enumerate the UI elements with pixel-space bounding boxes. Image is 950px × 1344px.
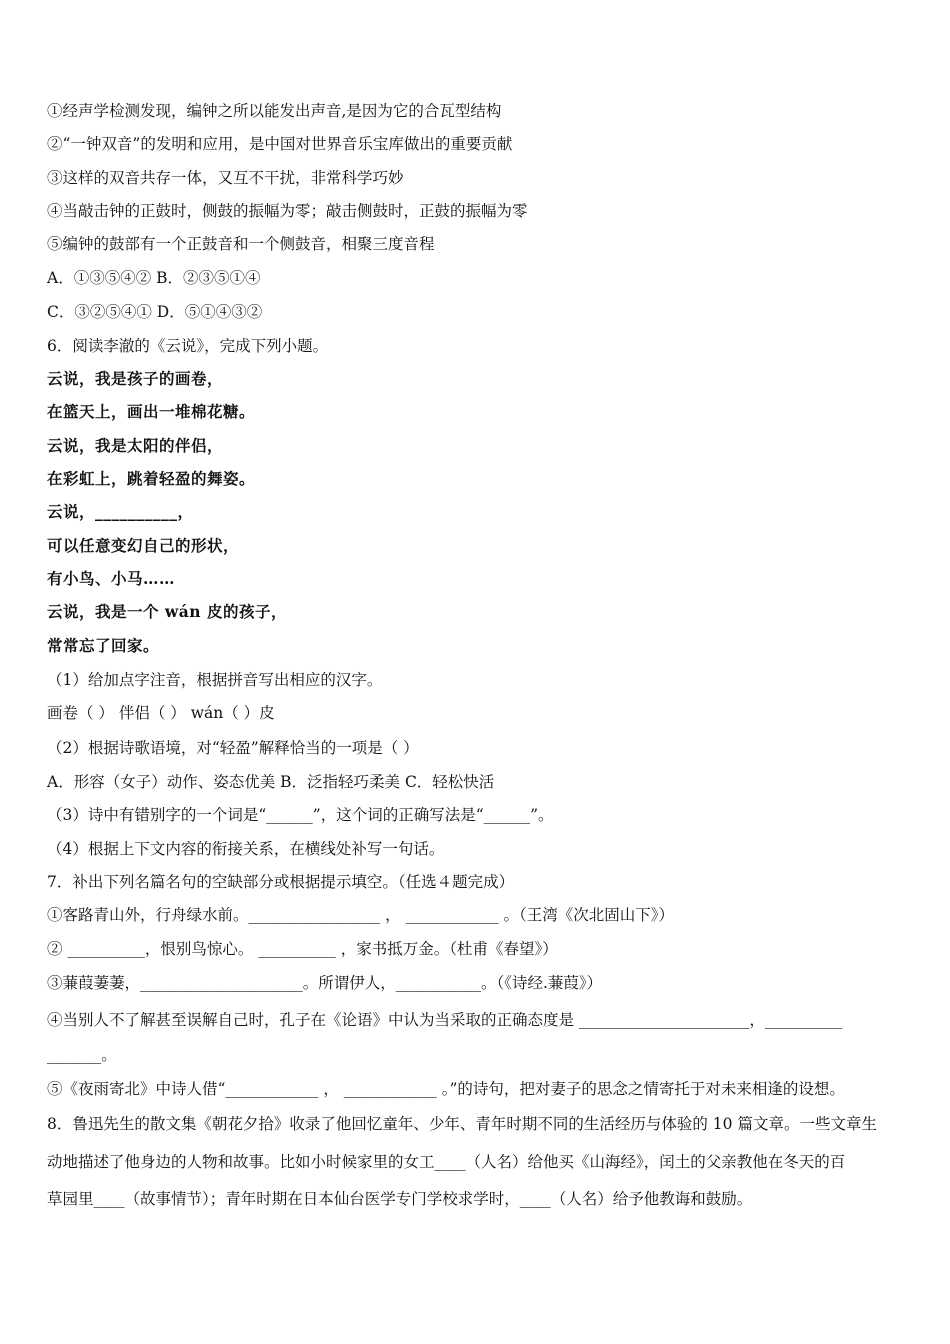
question-7-item-2: ② __________，恨别鸟惊心。 __________ ，家书抵万金。（杜甫《春望》）	[47, 940, 558, 958]
poem-line: 有小鸟、小马……	[47, 569, 176, 588]
question-7-item-3: ③蒹葭萋萋，_____________________。所谓伊人，___________。（《诗经.蒹葭》）	[47, 974, 603, 992]
sub-question-4: （4）根据上下文内容的衔接关系，在横线处补写一句话。	[47, 840, 445, 858]
question-7-heading: 7．补出下列名篇名句的空缺部分或根据提示填空。（任选４题完成）	[47, 873, 515, 891]
poem-line: 云说，我是孩子的画卷，	[47, 369, 224, 388]
question-7-item-4: ④当别人不了解甚至误解自己时，孔子在《论语》中认为当采取的正确态度是 ______________________，__________	[47, 1011, 843, 1029]
poem-line: 在彩虹上，跳着轻盈的舞姿。	[47, 469, 256, 488]
option-statement-1: ①经声学检测发现，编钟之所以能发出声音,是因为它的合瓦型结构	[47, 102, 502, 120]
option-statement-3: ③这样的双音共存一体，又互不干扰，非常科学巧妙	[47, 169, 404, 187]
answer-choices-cd: C．③②⑤④① D．⑤①④③②	[47, 303, 263, 321]
question-8-line-3: 草园里____（故事情节）；青年时期在日本仙台医学专门学校求学时，____（人名）给予他教诲和鼓励。	[47, 1190, 753, 1208]
option-statement-2: ②“一钟双音”的发明和应用，是中国对世界音乐宝库做出的重要贡献	[47, 135, 513, 153]
poem-line: 云说，我是太阳的伴侣，	[47, 436, 224, 455]
sub-question-2: （2）根据诗歌语境，对“轻盈”解释恰当的一项是（ ）	[47, 739, 419, 757]
sub-question-1: （1）给加点字注音，根据拼音写出相应的汉字。	[47, 671, 383, 689]
question-7-item-1: ①客路青山外，行舟绿水前。_________________ ， ____________ 。（王湾《次北固山下》）	[47, 906, 675, 924]
poem-line: 可以任意变幻自己的形状，	[47, 536, 240, 555]
question-8-line-2: 动地描述了他身边的人物和故事。比如小时候家里的女工____（人名）给他买《山海经》，闰土的父亲教他在冬天的百	[47, 1153, 846, 1171]
poem-line-blank: 云说，__________，	[47, 502, 194, 521]
answer-choices-ab: A．①③⑤④② B．②③⑤①④	[47, 269, 261, 287]
question-7-item-5: ⑤《夜雨寄北》中诗人借“____________ ， ____________ 。”的诗句，把对妻子的思念之情寄托于对未来相逢的设想。	[47, 1080, 845, 1098]
sub-question-1-blanks: 画卷（ ） 伴侣（ ） wán（ ）皮	[47, 704, 275, 722]
question-6-heading: 6．阅读李澈的《云说》，完成下列小题。	[47, 337, 329, 355]
poem-line: 在篮天上，画出一堆棉花糖。	[47, 402, 256, 421]
sub-question-3: （3）诗中有错别字的一个词是“______”，这个词的正确写法是“______”。	[47, 806, 554, 824]
option-statement-4: ④当敲击钟的正鼓时，侧鼓的振幅为零；敲击侧鼓时，正鼓的振幅为零	[47, 202, 528, 220]
sub-question-2-choices: A．形容（女子）动作、姿态优美 B．泛指轻巧柔美 C．轻松快活	[47, 773, 495, 791]
poem-line: 常常忘了回家。	[47, 636, 160, 655]
option-statement-5: ⑤编钟的鼓部有一个正鼓音和一个侧鼓音，相聚三度音程	[47, 235, 435, 253]
poem-line: 云说，我是一个 wán 皮的孩子，	[47, 602, 287, 621]
question-7-item-4-cont: _______。	[47, 1046, 117, 1064]
question-8-line-1: 8．鲁迅先生的散文集《朝花夕拾》收录了他回忆童年、少年、青年时期不同的生活经历与体验的 10 篇文章。一些文章生	[47, 1115, 877, 1133]
